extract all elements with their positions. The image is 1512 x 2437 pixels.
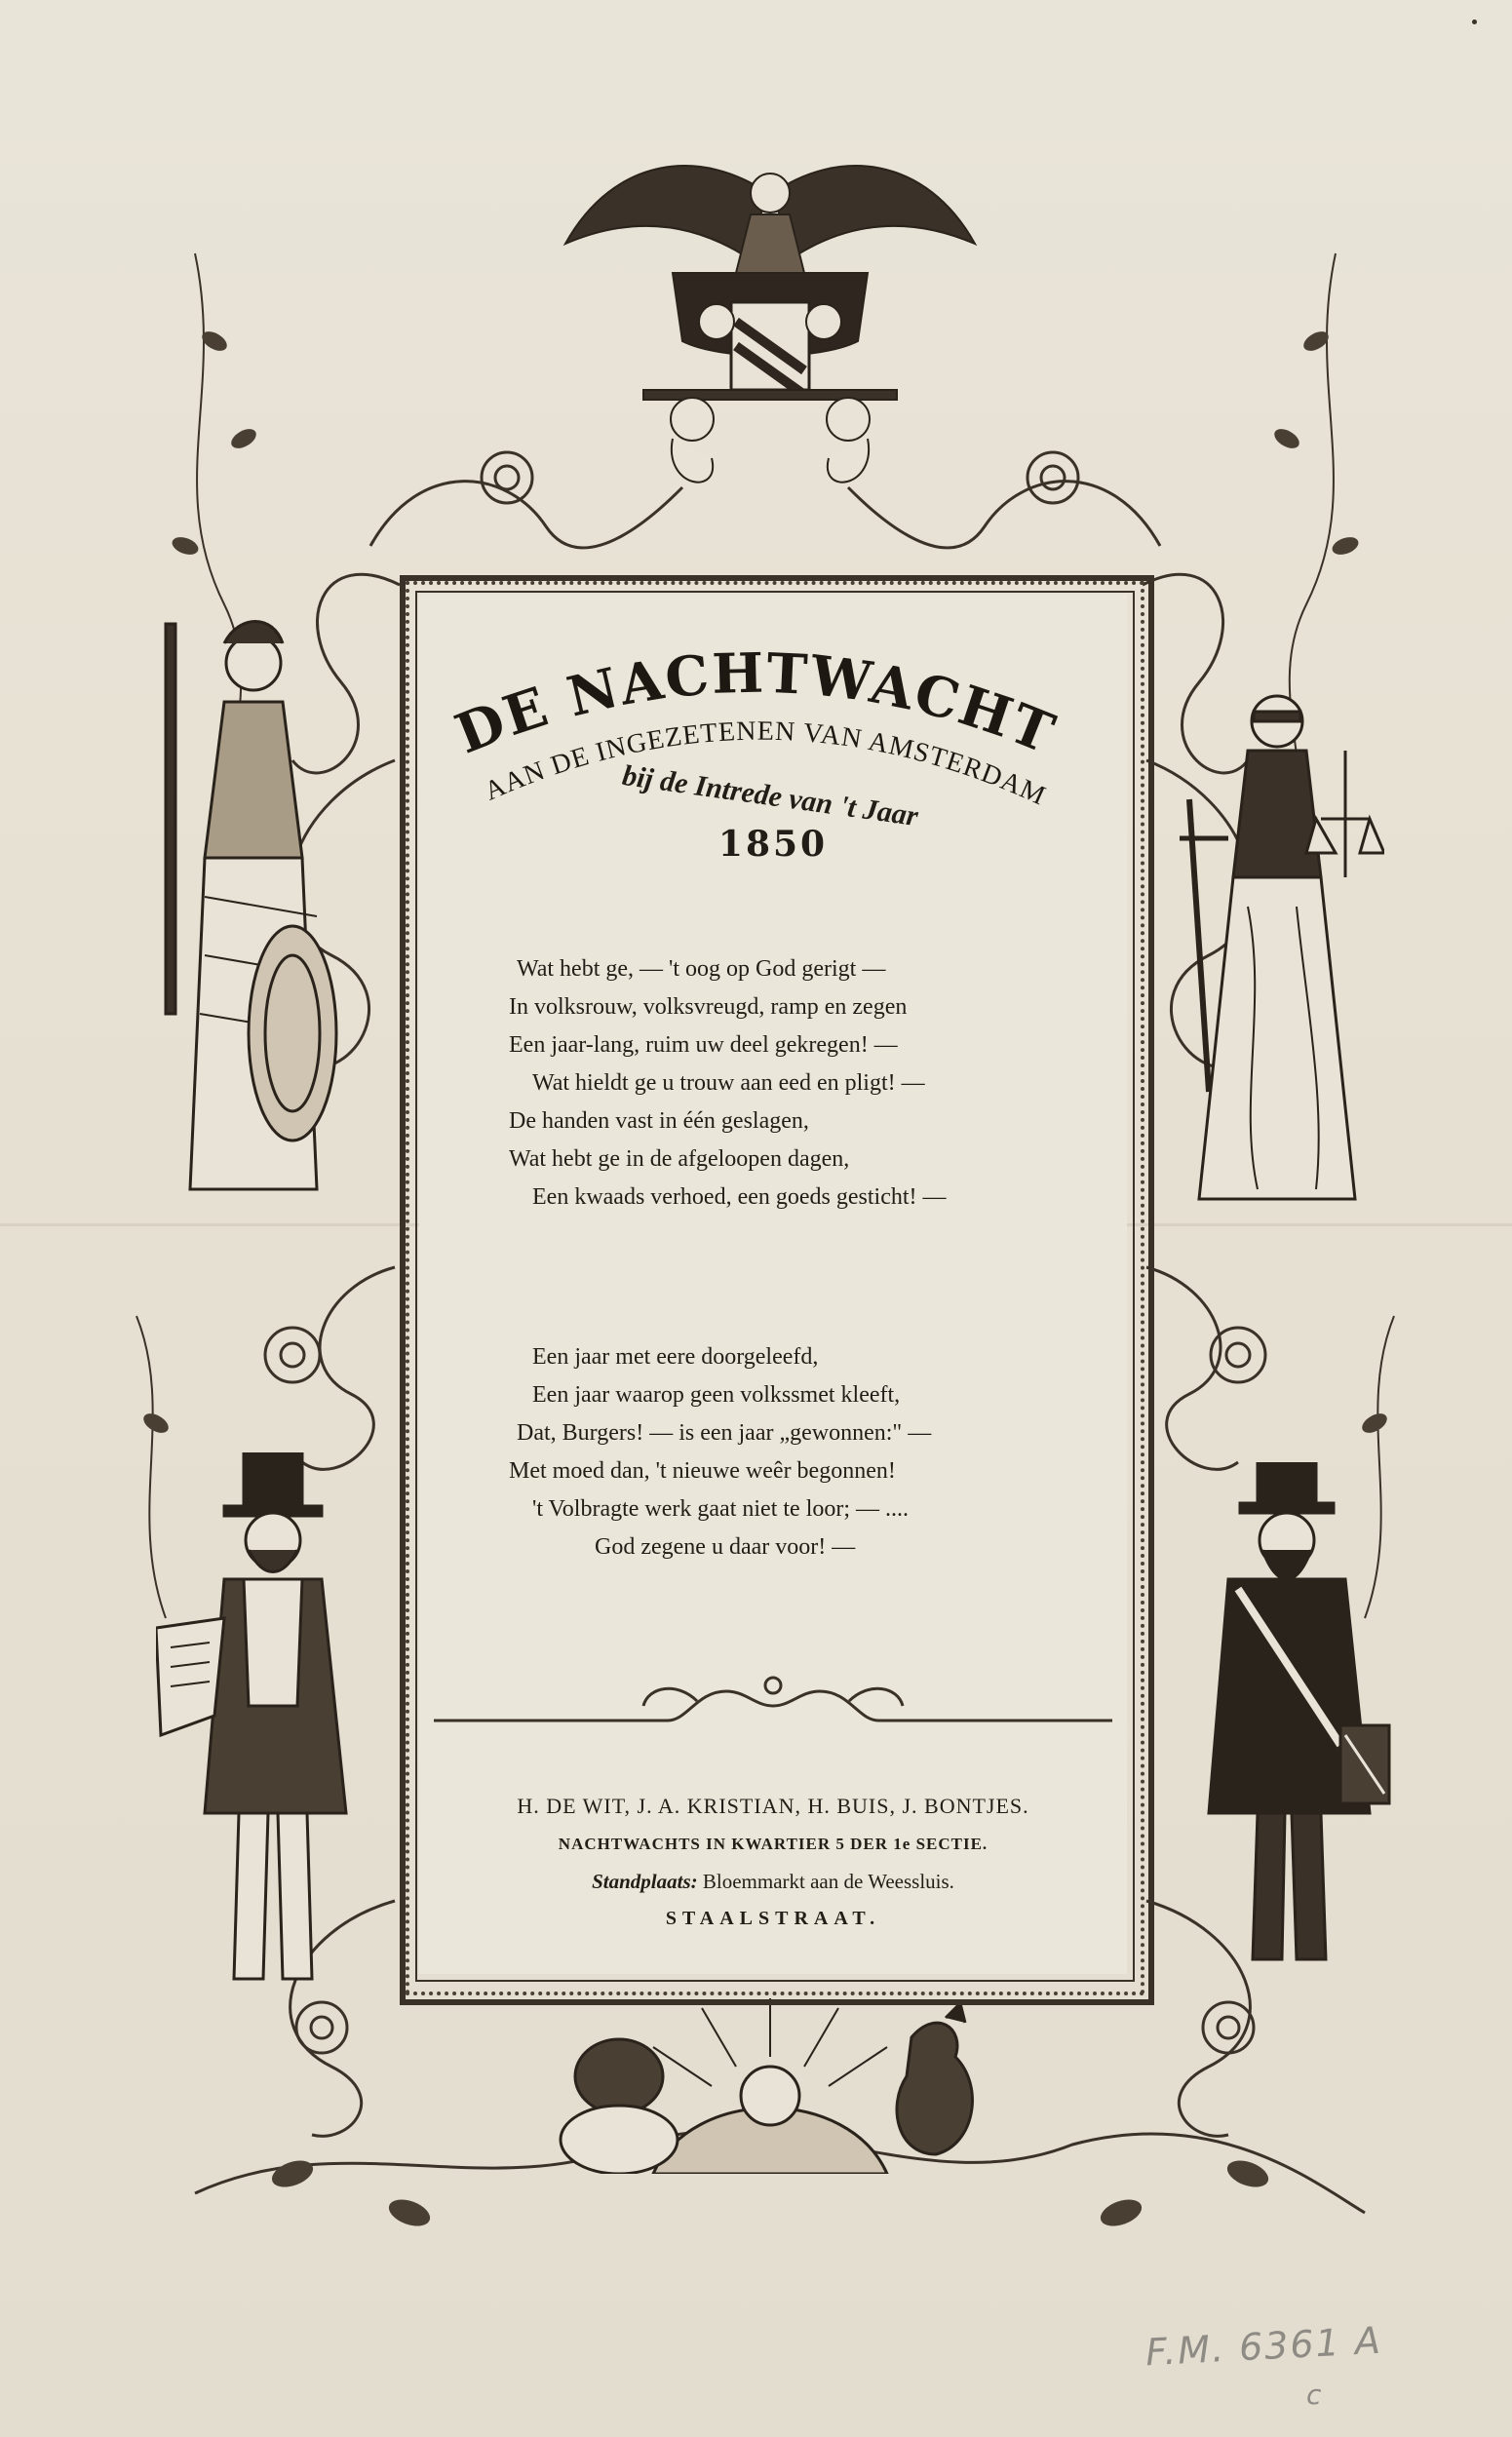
standplaats-line bbox=[429, 1870, 1117, 1894]
poem-line: God zegene u daar voor! — bbox=[595, 1534, 856, 1560]
poem-line: De handen vast in één geslagen, bbox=[509, 1108, 809, 1134]
standplaats-value: Bloemmarkt aan de Weessluis. bbox=[697, 1870, 954, 1893]
poem-line: Een jaar met eere doorgeleefd, bbox=[532, 1344, 819, 1370]
standplaats-label: Standplaats: bbox=[592, 1870, 698, 1893]
poem-line: Wat hieldt ge u trouw aan eed en pligt! — bbox=[532, 1070, 925, 1096]
poem-line: Wat hebt ge in de afgeloopen dagen, bbox=[509, 1146, 850, 1172]
title-main-text: DE NACHTWACHT bbox=[446, 640, 1065, 767]
poem-line: Met moed dan, 't nieuwe weêr begonnen! bbox=[509, 1458, 896, 1484]
poem-line: Dat, Burgers! — is een jaar „gewonnen:" — bbox=[517, 1420, 932, 1446]
nightwatchman-figure-icon bbox=[1170, 1462, 1404, 1969]
signatures-block bbox=[429, 1794, 1117, 1930]
stanza-1 bbox=[487, 950, 947, 1217]
stanza-2 bbox=[487, 1338, 931, 1567]
archive-number: F.M. 6361 A bbox=[1144, 2318, 1383, 2375]
minerva-figure-icon bbox=[146, 604, 361, 1228]
poem-line: Een jaar waarop geen volkssmet kleeft, bbox=[532, 1382, 901, 1408]
title-line2-text: AAN DE INGEZETENEN VAN AMSTERDAM bbox=[480, 716, 1051, 812]
title-main bbox=[446, 641, 1064, 767]
poem-line: Een kwaads verhoed, een goeds gesticht! — bbox=[532, 1184, 947, 1210]
year: 1850 bbox=[717, 824, 829, 865]
poem-line: In volksrouw, volksvreugd, ramp en zegen bbox=[509, 994, 908, 1020]
justice-figure-icon bbox=[1160, 682, 1384, 1228]
citizen-figure-icon bbox=[156, 1452, 390, 1989]
scroll-divider bbox=[434, 1672, 1112, 1730]
archive-suffix: c bbox=[1306, 2379, 1322, 2411]
dog-and-rooster-with-rising-sun-icon bbox=[526, 1979, 1014, 2174]
poem-line: 't Volbragte werk gaat niet te loor; — .... bbox=[532, 1496, 910, 1522]
watchmen-names: H. DE WIT, J. A. KRISTIAN, H. BUIS, J. BONTJES. bbox=[517, 1794, 1029, 1818]
poem-line: Wat hebt ge, — 't oog op God gerigt — bbox=[517, 956, 886, 982]
quarter-line: NACHTWACHTS IN KWARTIER 5 DER 1e SECTIE. bbox=[558, 1835, 989, 1853]
angel-with-coat-of-arms-icon bbox=[526, 136, 1014, 585]
title-line3: bij de Intrede van 't Jaar bbox=[620, 758, 920, 833]
poem-line: Een jaar-lang, ruim uw deel gekregen! — bbox=[509, 1032, 898, 1058]
street-name: STAALSTRAAT. bbox=[665, 1908, 881, 1929]
